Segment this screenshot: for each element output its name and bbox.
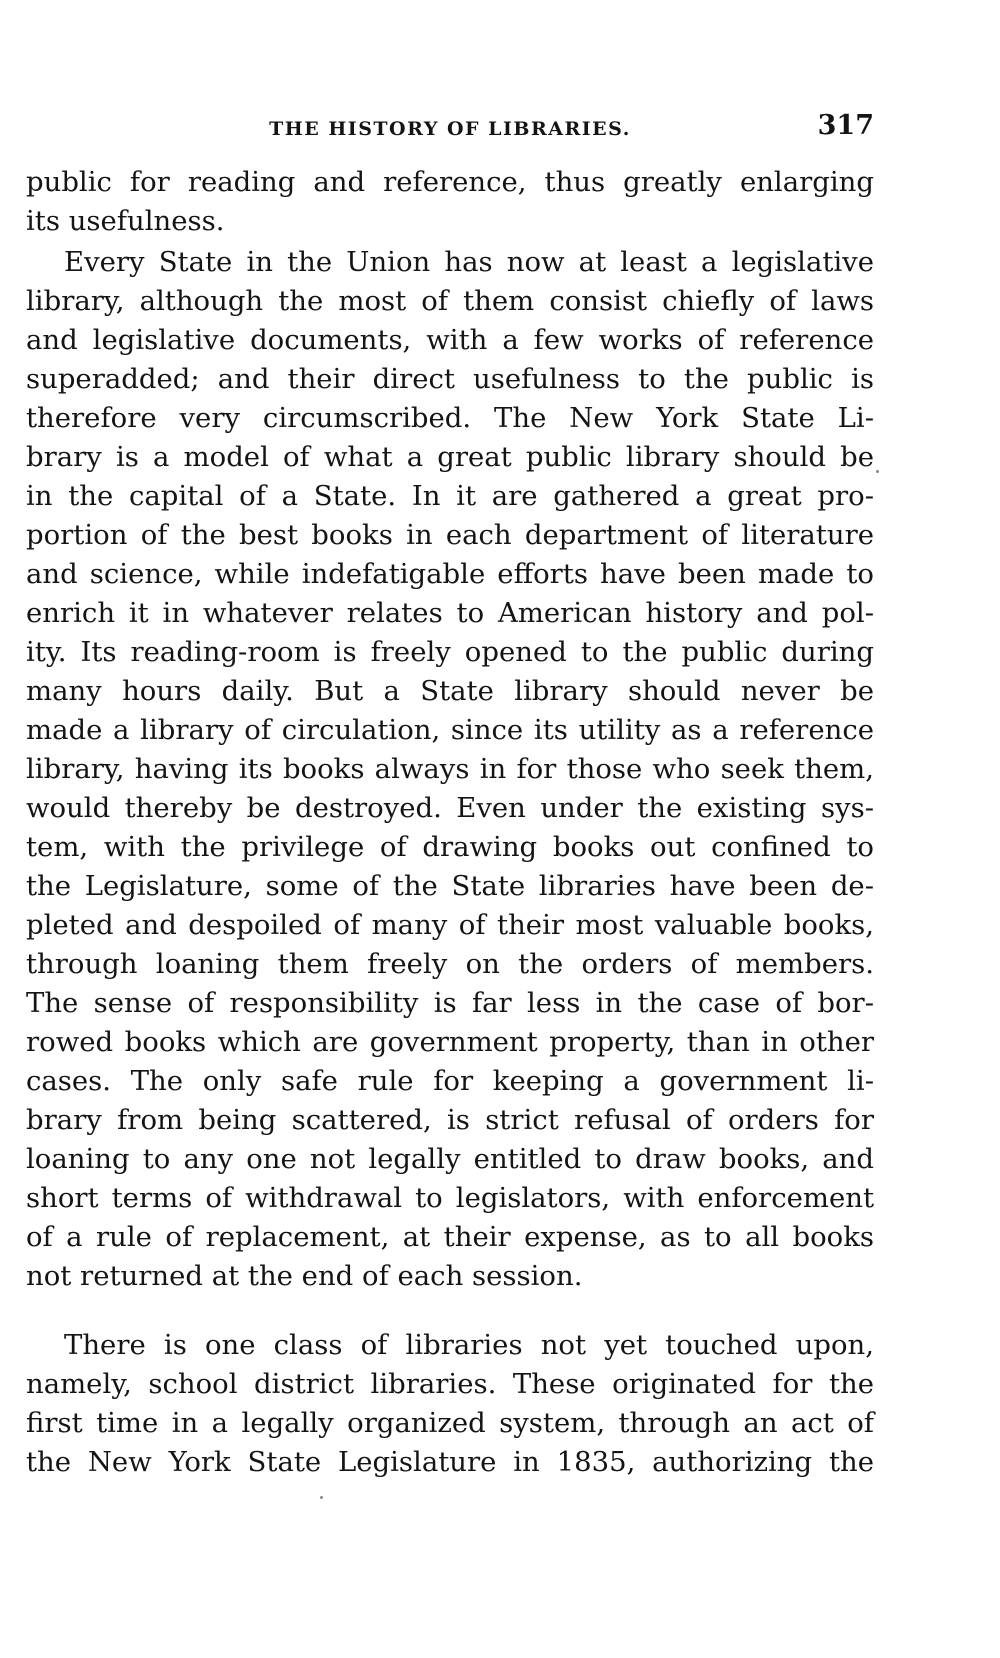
scan-speck	[876, 470, 879, 473]
text-line: first time in a legally organized system, through an act of	[26, 1407, 874, 1439]
text-line: There is one class of libraries not yet touched upon,	[64, 1329, 874, 1361]
text-line: made a library of circulation, since its utility as a reference	[26, 714, 874, 746]
text-line: pleted and despoiled of many of their most valuable books,	[26, 909, 874, 941]
text-line: would thereby be destroyed. Even under the existing sys-	[26, 792, 874, 824]
text-line: namely, school district libraries. These originated for the	[26, 1368, 874, 1400]
paragraph-continuation	[26, 163, 874, 241]
text-line: library, having its books always in for those who seek them,	[26, 753, 874, 785]
text-line: through loaning them freely on the orders of members.	[26, 948, 874, 980]
text-line: its usefulness.	[26, 205, 225, 237]
text-line: and legislative documents, with a few works of reference	[26, 324, 874, 356]
text-line: The sense of responsibility is far less in the case of bor-	[26, 987, 874, 1019]
text-line: of a rule of replacement, at their expense, as to all books	[26, 1221, 874, 1253]
text-line: ity. Its reading-room is freely opened to the public during	[26, 636, 874, 668]
text-line: public for reading and reference, thus greatly enlarging	[26, 166, 874, 198]
text-line: short terms of withdrawal to legislators, with enforcement	[26, 1182, 874, 1214]
text-line: therefore very circumscribed. The New York State Li-	[26, 402, 874, 434]
text-line: the New York State Legislature in 1835, authorizing the	[26, 1446, 874, 1478]
page-number: 317	[817, 110, 874, 141]
text-line: in the capital of a State. In it are gathered a great pro-	[26, 480, 874, 512]
text-line: superadded; and their direct usefulness to the public is	[26, 363, 874, 395]
text-line: rowed books which are government property, than in other	[26, 1026, 874, 1058]
text-line: the Legislature, some of the State libraries have been de-	[26, 870, 874, 902]
running-title: THE HISTORY OF LIBRARIES.	[269, 118, 631, 140]
running-head	[26, 108, 874, 148]
text-line: brary from being scattered, is strict refusal of orders for	[26, 1104, 874, 1136]
text-line: not returned at the end of each session.	[26, 1260, 583, 1292]
text-line: Every State in the Union has now at least a legislative	[64, 246, 874, 278]
text-line: and science, while indefatigable efforts have been made to	[26, 558, 874, 590]
scan-speck	[320, 1496, 323, 1499]
text-line: portion of the best books in each department of literature	[26, 519, 874, 551]
text-line: library, although the most of them consist chiefly of laws	[26, 285, 874, 317]
text-line: brary is a model of what a great public library should be	[26, 441, 874, 473]
text-line: enrich it in whatever relates to American history and pol-	[26, 597, 874, 629]
text-line: many hours daily. But a State library should never be	[26, 675, 874, 707]
text-line: tem, with the privilege of drawing books out confined to	[26, 831, 874, 863]
paragraph-state-libraries	[26, 243, 874, 1296]
paragraph-school-libraries	[26, 1326, 874, 1482]
text-line: cases. The only safe rule for keeping a government li-	[26, 1065, 874, 1097]
text-line: loaning to any one not legally entitled to draw books, and	[26, 1143, 874, 1175]
